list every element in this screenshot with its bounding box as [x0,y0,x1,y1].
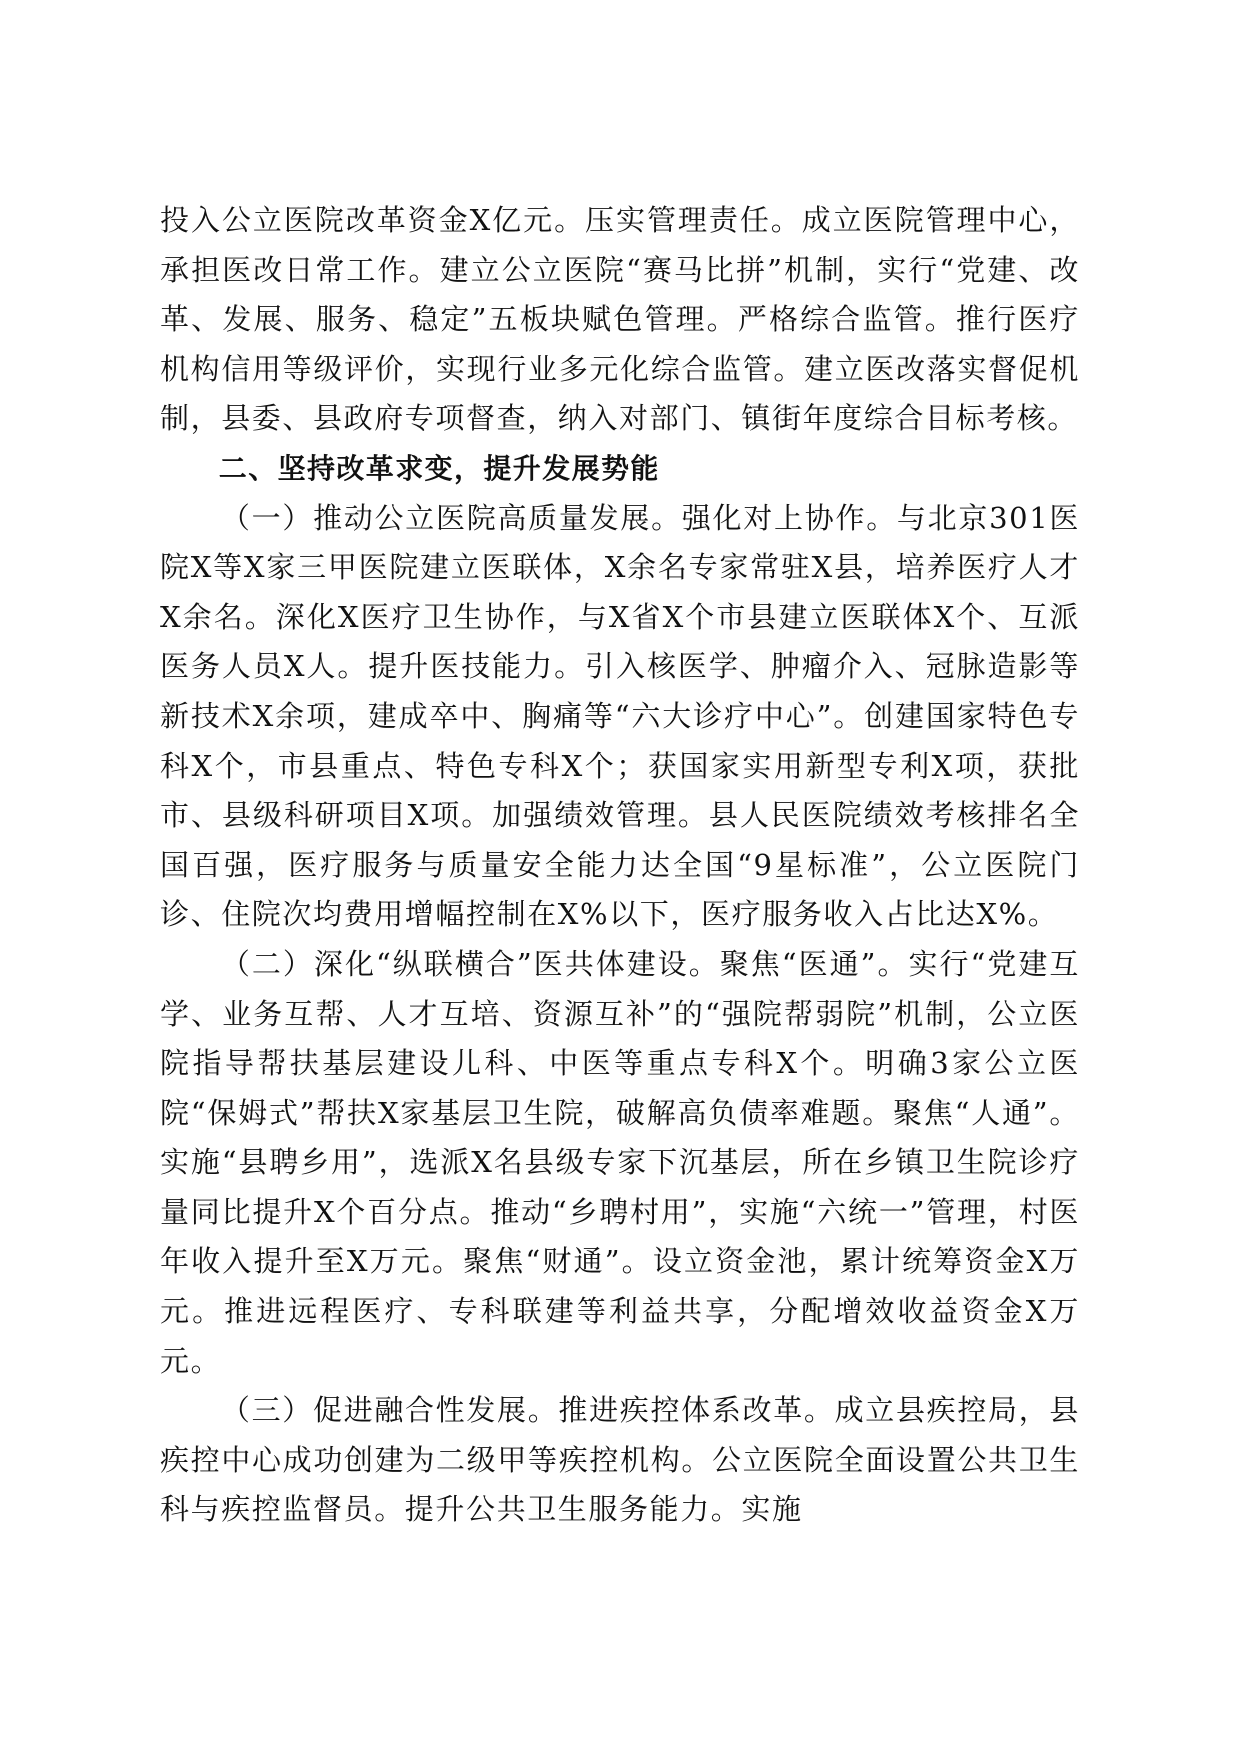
paragraph-subsection-3: （三）促进融合性发展。推进疾控体系改革。成立县疾控局，县疾控中心成功创建为二级甲等疾控机构。公立医院全面设置公共卫生科与疾控监督员。提升公共卫生服务能力。实施 [160,1393,1080,1527]
paragraph-continued: 投入公立医院改革资金X亿元。压实管理责任。成立医院管理中心，承担医改日常工作。建立公立医院“赛马比拼”机制，实行“党建、改革、发展、服务、稳定”五板块赋色管理。严格综合监管。推行医疗机构信用等级评价，实现行业多元化综合监管。建立医改落实督促机制，县委、县政府专项督查，纳入对部门、镇街年度综合目标考核。 [160,203,1080,436]
document-body [160,196,1080,1535]
paragraph-subsection-1: （一）推动公立医院高质量发展。强化对上协作。与北京301医院X等X家三甲医院建立医联体，X余名专家常驻X县，培养医疗人才X余名。深化X医疗卫生协作，与X省X个市县建立医联体X个、互派医务人员X人。提升医技能力。引入核医学、肿瘤介入、冠脉造影等新技术X余项，建成卒中、胸痛等“六大诊疗中心”。创建国家特色专科X个，市县重点、特色专科X个；获国家实用新型专利X项，获批市、县级科研项目X项。加强绩效管理。县人民医院绩效考核排名全国百强，医疗服务与质量安全能力达全国“9星标准”，公立医院门诊、住院次均费用增幅控制在X%以下，医疗服务收入占比达X%。 [160,500,1080,932]
paragraph-subsection-2: （二）深化“纵联横合”医共体建设。聚焦“医通”。实行“党建互学、业务互帮、人才互培、资源互补”的“强院帮弱院”机制，公立医院指导帮扶基层建设儿科、中医等重点专科X个。明确3家公立医院“保姆式”帮扶X家基层卫生院，破解高负债率难题。聚焦“人通”。实施“县聘乡用”，选派X名县级专家下沉基层，所在乡镇卫生院诊疗量同比提升X个百分点。推动“乡聘村用”，实施“六统一”管理，村医年收入提升至X万元。聚焦“财通”。设立资金池，累计统筹资金X万元。推进远程医疗、专科联建等利益共享，分配增效收益资金X万元。 [160,946,1080,1378]
section-heading: 二、坚持改革求变，提升发展势能 [218,451,660,485]
